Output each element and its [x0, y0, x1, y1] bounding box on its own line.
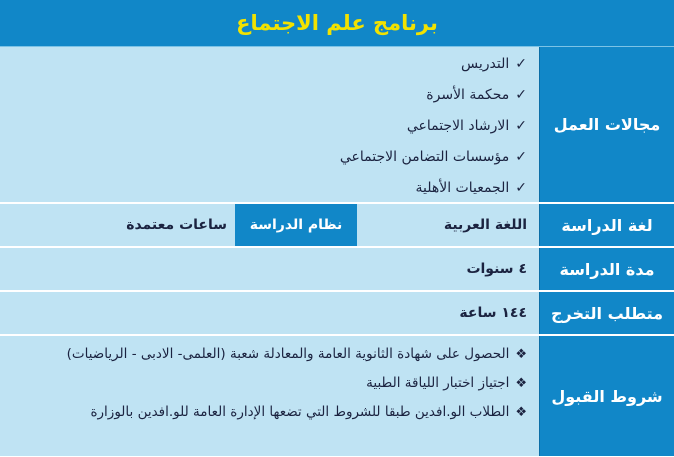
row-language [0, 204, 674, 248]
graduation-value: ١٤٤ ساعة [0, 292, 539, 334]
row-work-fields [0, 47, 674, 204]
diamond-bullet-icon: ❖ [515, 347, 527, 362]
admission-content [0, 336, 539, 456]
duration-label: مدة الدراسة [539, 248, 674, 290]
check-icon: ✓ [515, 148, 527, 165]
list-item: ✓ الجمعيات الأهلية [415, 179, 527, 196]
list-item: ❖ اجتياز اختبار اللياقة الطبية [8, 369, 527, 398]
work-fields-list [8, 48, 527, 203]
admission-list [8, 340, 527, 427]
row-admission [0, 336, 674, 456]
check-icon: ✓ [515, 117, 527, 134]
check-icon: ✓ [515, 55, 527, 72]
check-icon: ✓ [515, 179, 527, 196]
row-duration [0, 248, 674, 292]
program-title: برنامج علم الاجتماع [0, 0, 674, 47]
list-item: ✓ التدريس [461, 55, 527, 72]
work-fields-label: مجالات العمل [539, 47, 674, 202]
language-label: لغة الدراسة [539, 204, 674, 246]
duration-value: ٤ سنوات [0, 248, 539, 290]
list-item: ❖ الحصول على شهادة الثانوية العامة والمعادلة شعبة (العلمى- الادبى - الرياضيات) [8, 340, 527, 369]
list-item: ✓ الارشاد الاجتماعي [406, 117, 527, 134]
check-icon: ✓ [515, 86, 527, 103]
admission-label: شروط القبول [539, 336, 674, 456]
work-fields-content [0, 47, 539, 202]
list-item: ❖ الطلاب الو.افدين طبقا للشروط التي تضعها الإدارة العامة للو.افدين بالوزارة [8, 398, 527, 427]
study-system-label: نظام الدراسة [235, 204, 357, 246]
graduation-label: متطلب التخرج [539, 292, 674, 334]
diamond-bullet-icon: ❖ [515, 376, 527, 391]
language-content [0, 204, 539, 246]
list-item: ✓ محكمة الأسرة [426, 86, 527, 103]
diamond-bullet-icon: ❖ [515, 405, 527, 420]
list-item: ✓ مؤسسات التضامن الاجتماعي [339, 148, 527, 165]
study-system-value: ساعات معتمدة [0, 204, 235, 246]
row-graduation [0, 292, 674, 336]
language-value: اللغة العربية [357, 204, 539, 246]
